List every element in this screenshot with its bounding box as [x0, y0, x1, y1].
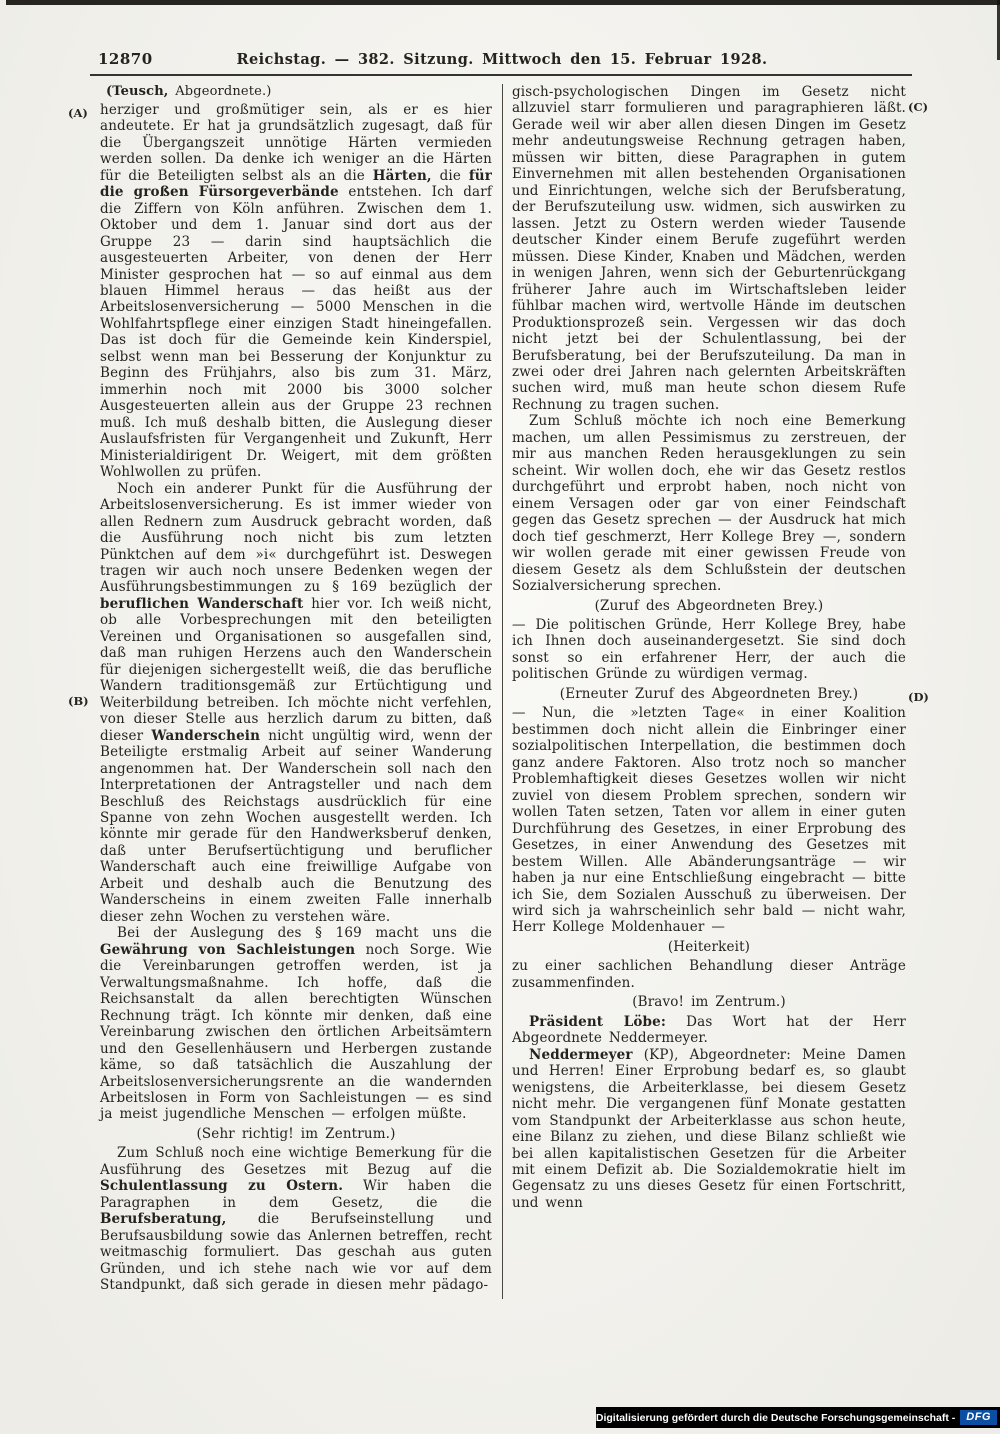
- stage-direction: (Heiterkeit): [667, 938, 751, 955]
- right-column: [512, 84, 906, 1299]
- stage-direction: (Sehr richtig! im Zentrum.): [196, 1125, 396, 1142]
- speaker-note: (Teusch, Abgeordnete.): [106, 84, 272, 99]
- stage-direction: (Erneuter Zuruf des Abgeordneten Brey.): [559, 685, 859, 702]
- left-column: [100, 84, 492, 1299]
- text-paragraph: Noch ein anderer Punkt für die Ausführung der Arbeitslosenversicherung. Es ist immer wieder von allen Rednern zum Ausdruck gebracht worden, daß die Ausführung noch nicht bis zum letzten Pünktchen auf dem »i« durchgeführt ist. Deswegen tragen wir auch noch unsere Bedenken wegen der Ausführungsbestimmungen zu § 169 bezüglich der beruflichen Wanderschaft hier vor. Ich weiß nicht, ob alle Vorbesprechungen mit den beteiligten Vereinen und Organisationen so ausgefallen sind, daß man ruhigen Herzens auch den Wanderschein für diejenigen sichergestellt weiß, die das berufliche Wandern traditionsgemäß zur Ertüchtigung und Weiterbildung betreiben. Ich möchte nicht verfehlen, von dieser Stelle aus herzlich darum zu bitten, daß dieser Wanderschein nicht ungültig wird, wenn der Beteiligte erstmalig Arbeit auf seiner Wanderung angenommen hat. Der Wanderschein soll nach den Interpretationen der Antragsteller und nach dem Beschluß des Reichstags ausdrücklich für eine Spanne von zehn Wochen ausgestellt werden. Ich könnte mir gerade für den Handwerksberuf denken, daß unter Berufsertüchtigung und beruflicher Wanderschaft auch eine freiwillige Aufgabe von Arbeit und deshalb auch die Benutzung des Wanderscheins in einem zweiten Falle innerhalb dieser zehn Wochen zu verstehen wäre.: [100, 480, 492, 925]
- column-marker-d: (D): [908, 690, 929, 704]
- column-divider: [502, 84, 503, 1299]
- text-paragraph: — Die politischen Gründe, Herr Kollege Brey, habe ich Ihnen doch auseinandergesetzt. Sie sind doch sonst so ein erfahrener Herr, der auch die politischen Gründe zu würdigen vermag.: [512, 617, 906, 683]
- page-header: [98, 50, 906, 72]
- dfg-logo: DFG: [960, 1410, 997, 1425]
- footer-bar: [596, 1407, 1000, 1428]
- page-title: Reichstag. — 382. Sitzung. Mittwoch den 15. Februar 1928.: [236, 51, 768, 68]
- text-paragraph: herziger und großmütiger sein, als er es hier andeutete. Er hat ja grundsätzlich zugesagt, daß für die Übergangszeit unnötige Härten vermieden werden sollen. Da denke ich weniger an die Härten für die Beteiligten selbst als an die Härten, die für die großen Fürsorgeverbände entstehen. Ich darf die Ziffern von Köln anführen. Zwischen dem 1. Oktober und dem 1. Januar sind dort aus der Gruppe 23 — darin sind hauptsächlich die ausgesteuerten Arbeiter, von denen der Herr Minister gesprochen hat — so auf einmal aus dem blauen Himmel heraus — das heißt aus der Arbeitslosenversicherung — 5000 Menschen in die Wohlfahrtspflege einer einzigen Stadt hineingefallen. Das ist doch für die Gemeinde kein Kinderspiel, selbst wenn man bei Besserung der Konjunktur zu Beginn des Frühjahrs, also bis zum 31. März, immerhin noch mit 2000 bis 3000 solcher Ausgesteuerten allein aus der Gruppe 23 rechnen muß. Ich muß deshalb bitten, die Auslegung dieser Auslaufsfristen für Vergangenheit und Zukunft, Herr Ministerialdirigent Dr. Weigert, mit dem größten Wohlwollen zu prüfen.: [100, 101, 492, 481]
- text-paragraph: Neddermeyer (KP), Abgeordneter: Meine Damen und Herren! Einer Erprobung bedarf es, so glaubt wenigstens, die Arbeiterklasse, bei diesem Gesetz nicht mehr. Die vergangenen fünf Monate gestatten vom Standpunkt der Arbeiterklasse aus schon heute, eine Bilanz zu ziehen, und diese Bilanz schließt wie bei allen kapitalistischen Gesetzen für die Arbeiter mit einem Defizit ab. Die Sozialdemokratie hielt im Gegensatz zu uns dieses Gesetz für einen Fortschritt, und wenn: [512, 1046, 906, 1211]
- column-marker-c: (C): [908, 100, 929, 114]
- text-paragraph: zu einer sachlichen Behandlung dieser Anträge zusammenfinden.: [512, 958, 906, 991]
- scan-edge-top: [6, 0, 1000, 5]
- page-number: 12870: [98, 50, 153, 68]
- text-paragraph: — Nun, die »letzten Tage« in einer Koalition bestimmen doch nicht allein die Einbringer einer sozialpolitischen Interpellation, die bestimmen doch ganz andere Faktoren. Also trotz noch so mancher Problemhaftigkeit dieses Gesetzes wollen wir nicht zuviel von diesem Problem sprechen, sondern wir wollen Taten setzen, Taten vor allem in einer guten Durchführung des Gesetzes, in einer Erprobung des Gesetzes, in einer Anwendung des Gesetzes mit bestem Willen. Alle Abänderungsanträge — wir haben ja nur eine Entschließung eingebracht — bitte ich Sie, dem Sozialen Ausschuß zu überweisen. Der wird sich ja wahrscheinlich sehr bald — nicht wahr, Herr Kollege Moldenhauer —: [512, 705, 906, 936]
- text-paragraph: Präsident Löbe: Das Wort hat der Herr Abgeordnete Neddermeyer.: [512, 1013, 906, 1047]
- text-paragraph: gisch-psychologischen Dingen im Gesetz nicht allzuviel starr formulieren und paragraphieren läßt. Gerade weil wir aber allen diesen Dingen im Gesetz mehr andeutungsweise Rechnung getragen haben, müssen wir bitten, diese Paragraphen in gutem Einvernehmen mit allen bestehenden Organisationen und Einrichtungen, welche sich der Berufsberatung, der Berufszuteilung usw. widmen, sich auswirken zu lassen. Jetzt zu Ostern werden wieder Tausende deutscher Kinder einem Berufe zugeführt werden müssen. Diese Kinder, Knaben und Mädchen, werden in wenigen Jahren, wenn sich der Geburtenrückgang früherer Jahre auch im Wirtschaftsleben leider fühlbar machen wird, wertvolle Hände im deutschen Produktionsprozeß sein. Vergessen wir das doch nicht jetzt bei der Schulentlassung, bei der Berufsberatung, bei der Berufszuteilung. Da man in zwei oder drei Jahren nach gelernten Arbeitskräften suchen wird, muß man heute schon diesem Rufe Rechnung zu tragen suchen.: [512, 84, 906, 413]
- column-marker-b: (B): [68, 694, 89, 708]
- footer-text: Digitalisierung gefördert durch die Deutsche Forschungsgemeinschaft -: [595, 1411, 956, 1424]
- header-rule: [90, 74, 912, 76]
- text-columns: [100, 84, 906, 1299]
- stage-direction: (Bravo! im Zentrum.): [632, 994, 786, 1011]
- text-paragraph: Bei der Auslegung des § 169 macht uns die Gewährung von Sachleistungen noch Sorge. Wie die Vereinbarungen getroffen werden, ist ja Verwaltungsmaßnahme. Ich hoffe, daß die Reichsanstalt da allen berechtigten Wünschen Rechnung trägt. Ich könnte mir denken, daß eine Vereinbarung zwischen den örtlichen Arbeitsämtern und den Gesellenhäusern und Herbergen zustande käme, so daß tatsächlich die Auszahlung der Arbeitslosenversicherungsrente an die wandernden Arbeitslosen in Form von Sachleistungen — es sind ja meist jugendliche Menschen — erfolgen müßte.: [100, 925, 492, 1123]
- column-marker-a: (A): [68, 106, 88, 120]
- stage-direction: (Zuruf des Abgeordneten Brey.): [594, 597, 824, 614]
- text-paragraph: Zum Schluß möchte ich noch eine Bemerkung machen, um allen Pessimismus zu zerstreuen, der mir aus manchen Reden herausgeklungen zu sein scheint. Wir wollen doch, ehe wir das Gesetz restlos durchgeführt und erprobt haben, noch nicht von einem Versagen oder gar von einer Feindschaft gegen das Gesetz sprechen — der Ausdruck hat mich doch tief geschmerzt, Herr Kollege Brey —, sondern wir wollen gerade mit einer gewissen Freude von diesem Gesetz als dem Schlußstein der deutschen Sozialversicherung sprechen.: [512, 413, 906, 595]
- text-paragraph: Zum Schluß noch eine wichtige Bemerkung für die Ausführung des Gesetzes mit Bezug auf die Schulentlassung zu Ostern. Wir haben die Paragraphen in dem Gesetz, die die Berufsberatung, die Berufseinstellung und Berufsausbildung sowie das Anlernen betreffen, recht weitmaschig formuliert. Das geschah aus guten Gründen, und ich stehe nach wie vor auf dem Standpunkt, daß sich gerade in diesen mehr pädago-: [100, 1145, 493, 1294]
